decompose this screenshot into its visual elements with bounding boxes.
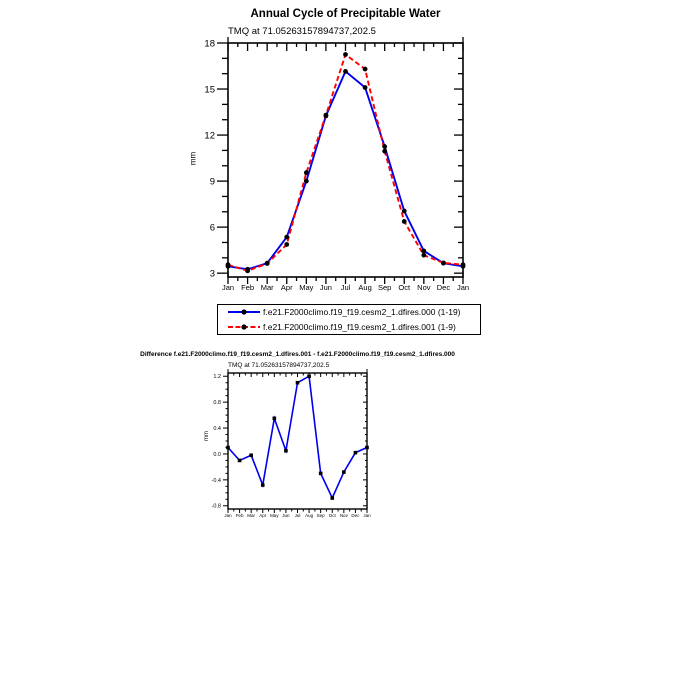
legend-dashed-line-icon: [227, 322, 261, 332]
x-tick-label: Oct: [398, 283, 411, 292]
y-tick-label: -0.8: [211, 503, 221, 510]
annual-cycle-plot: [204, 37, 469, 292]
data-point-marker: [304, 170, 309, 175]
legend-solid-line-icon: [227, 307, 261, 317]
data-point-marker: [354, 451, 358, 455]
data-point-marker: [461, 262, 466, 267]
difference-plot: [212, 369, 372, 518]
data-point-marker: [304, 179, 309, 184]
data-point-marker: [296, 381, 300, 385]
data-point-marker: [343, 52, 348, 57]
x-tick-label: Jan: [456, 283, 470, 292]
legend-label-dfires-000: f.e21.F2000climo.f19_f19.cesm2_1.dfires.000 (1-19): [263, 307, 461, 318]
y-tick-label: -0.4: [211, 477, 221, 484]
legend-label-dfires-001: f.e21.F2000climo.f19_f19.cesm2_1.dfires.001 (1-9): [263, 321, 456, 332]
y-tick-label: 1.2: [213, 374, 221, 381]
data-point-marker: [382, 144, 387, 149]
axis-frame: [228, 43, 463, 277]
data-point-marker: [284, 235, 289, 240]
data-line-solid: [228, 71, 463, 269]
data-point-marker: [249, 453, 253, 457]
data-point-marker: [284, 449, 288, 453]
x-tick-label: Aug: [305, 513, 314, 518]
data-point-marker: [363, 67, 368, 72]
data-point-marker: [226, 262, 231, 267]
x-tick-label: Dec: [436, 283, 451, 292]
x-tick-label: Oct: [328, 513, 336, 518]
data-line-solid: [228, 376, 367, 498]
y-tick-label: 12: [204, 130, 215, 142]
data-point-marker: [365, 446, 369, 450]
x-tick-label: Apr: [280, 283, 293, 292]
x-tick-label: Jun: [282, 513, 290, 518]
x-tick-label: Jun: [319, 283, 332, 292]
x-tick-label: Feb: [241, 283, 255, 292]
data-point-marker: [226, 446, 230, 450]
y-tick-label: 9: [209, 176, 215, 188]
data-point-marker: [284, 242, 289, 247]
data-point-marker: [342, 470, 346, 474]
data-point-marker: [363, 85, 368, 90]
annual-cycle-subtitle: TMQ at 71.05263157894737,202.5: [228, 26, 376, 37]
data-point-marker: [265, 261, 270, 266]
data-point-marker: [441, 260, 446, 265]
annual-cycle-y-axis-label: mm: [188, 151, 198, 166]
x-tick-label: Feb: [235, 513, 244, 518]
y-tick-label: 15: [204, 84, 215, 96]
x-tick-label: Jul: [294, 513, 301, 518]
data-point-marker: [245, 268, 250, 273]
y-tick-label: 0.4: [213, 426, 221, 433]
data-point-marker: [238, 459, 242, 463]
data-point-marker: [273, 417, 277, 421]
data-point-marker: [421, 249, 426, 254]
x-tick-label: Jul: [340, 283, 351, 292]
x-tick-label: Jan: [363, 513, 371, 518]
x-tick-label: Mar: [247, 513, 256, 518]
data-point-marker: [402, 219, 407, 224]
y-tick-label: 6: [209, 222, 215, 234]
data-line-dashed: [228, 55, 463, 271]
legend-entry-dfires-001: [218, 320, 480, 334]
y-tick-label: 18: [204, 38, 215, 50]
x-tick-label: Jan: [224, 513, 232, 518]
data-point-marker: [261, 483, 265, 487]
axis-frame: [228, 373, 367, 509]
annual-cycle-title: Annual Cycle of Precipitable Water: [250, 8, 441, 20]
data-point-marker: [382, 149, 387, 154]
x-tick-label: Sep: [316, 513, 325, 518]
y-tick-label: 0.8: [213, 400, 221, 407]
x-tick-label: Sep: [377, 283, 392, 292]
data-point-marker: [343, 69, 348, 74]
x-tick-label: Apr: [259, 513, 267, 518]
y-tick-label: 3: [209, 268, 215, 280]
data-point-marker: [330, 496, 334, 500]
x-tick-label: Aug: [358, 283, 372, 292]
x-tick-label: May: [270, 513, 279, 518]
data-point-marker: [319, 472, 323, 476]
difference-y-axis-label: mm: [204, 431, 210, 441]
legend-box: [217, 304, 481, 335]
y-tick-label: 0.0: [213, 451, 221, 458]
data-point-marker: [307, 374, 311, 378]
data-point-marker: [402, 209, 407, 214]
difference-title: Difference f.e21.F2000climo.f19_f19.cesm2_1.dfires.001 - f.e21.F2000climo.f19_f19.cesm2_1.dfires.000: [140, 351, 455, 358]
legend-entry-dfires-000: [218, 305, 480, 319]
x-tick-label: Nov: [417, 283, 431, 292]
data-point-marker: [421, 253, 426, 258]
x-tick-label: May: [299, 283, 314, 292]
x-tick-label: Nov: [339, 513, 348, 518]
x-tick-label: Dec: [351, 513, 360, 518]
difference-subtitle: TMQ at 71.05263157894737,202.5: [228, 362, 330, 369]
data-point-marker: [324, 113, 329, 118]
x-tick-label: Mar: [260, 283, 274, 292]
x-tick-label: Jan: [221, 283, 235, 292]
